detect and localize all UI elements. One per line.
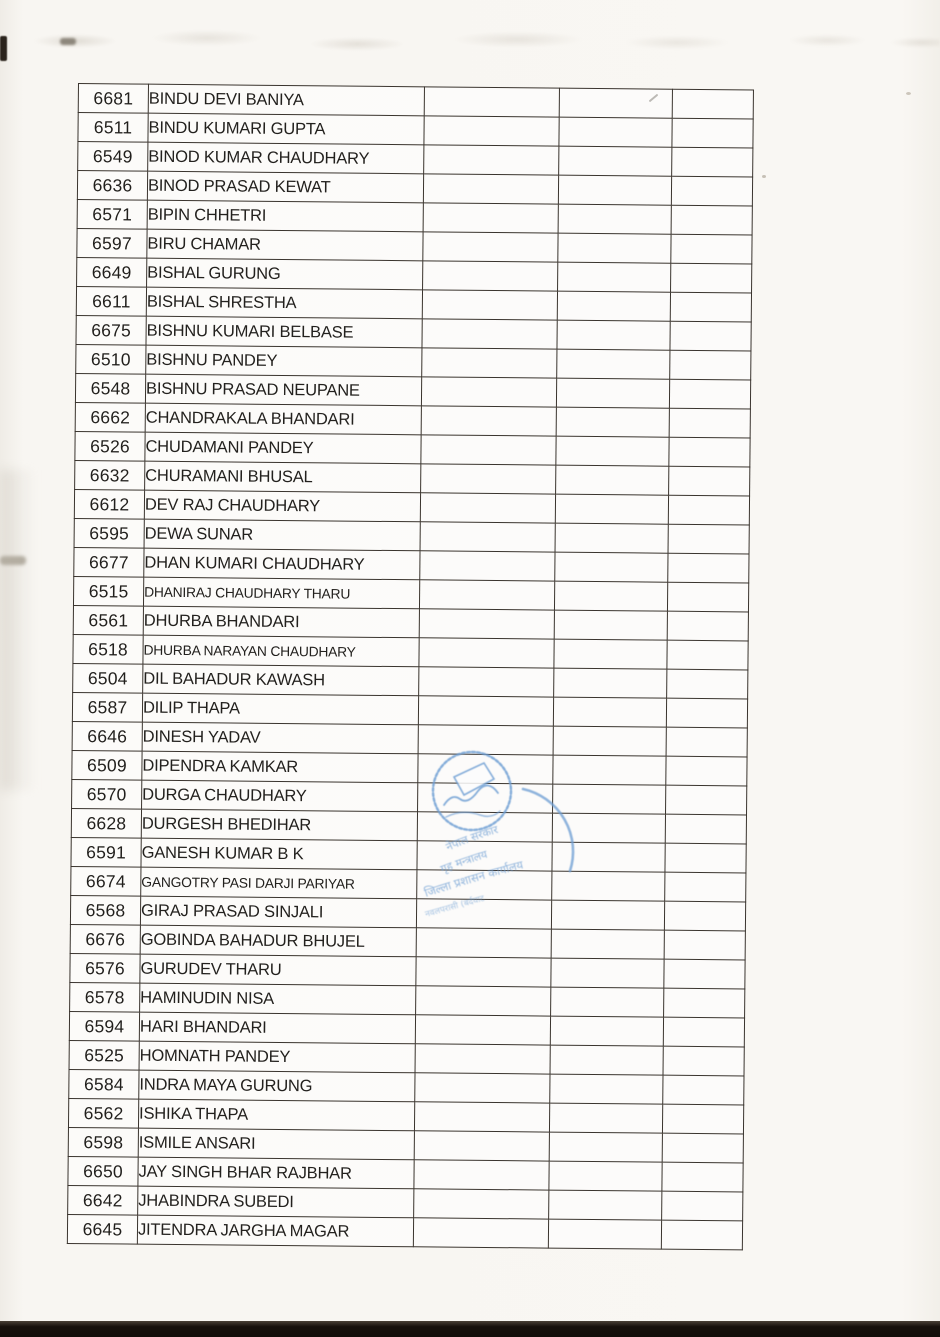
serial-number-cell: 6525 [69,1040,139,1070]
empty-cell [662,1162,743,1192]
empty-cell [422,290,557,320]
name-cell: BISHNU KUMARI BELBASE [146,316,422,348]
name-cell: BISHNU PRASAD NEUPANE [145,374,421,406]
name-cell: DIPENDRA KAMKAR [142,751,418,783]
name-cell: ISMILE ANSARI [138,1128,414,1160]
serial-number-cell: 6675 [76,315,146,345]
serial-number-cell: 6578 [70,982,140,1012]
empty-cell [556,465,669,495]
name-cell: BISHNU PANDEY [146,345,422,377]
serial-number-cell: 6612 [74,489,144,519]
empty-cell [664,988,745,1018]
name-cell: ISHIKA THAPA [138,1099,414,1131]
empty-cell [422,319,557,349]
scan-noise-band [0,26,940,56]
serial-number-cell: 6676 [70,924,140,954]
empty-cell [549,1161,662,1191]
empty-cell [549,1132,662,1162]
empty-cell [556,407,669,437]
serial-number-cell: 6548 [75,373,145,403]
serial-number-cell: 6526 [75,431,145,461]
empty-cell [550,1074,663,1104]
name-cell: BIPIN CHHETRI [147,200,423,232]
empty-cell [671,205,752,235]
empty-cell [550,1016,663,1046]
empty-cell [668,553,749,583]
empty-cell [421,406,556,436]
empty-cell [550,1045,663,1075]
scan-edge-smudge [0,36,7,61]
empty-cell [558,204,671,234]
empty-cell [671,263,752,293]
empty-cell [666,698,747,728]
empty-cell [663,1017,744,1047]
roster-table [67,83,754,1250]
serial-number-cell: 6662 [75,402,145,432]
serial-number-cell: 6595 [74,518,144,548]
empty-cell [423,174,558,204]
serial-number-cell: 6646 [72,721,142,751]
serial-number-cell: 6511 [78,113,148,143]
empty-cell [555,494,668,524]
empty-cell [670,321,751,351]
empty-cell [665,872,746,902]
empty-cell [554,581,667,611]
empty-cell [669,466,750,496]
name-cell: DEWA SUNAR [144,519,420,551]
empty-cell [667,640,748,670]
empty-cell [672,118,753,148]
name-cell: CHURAMANI BHUSAL [145,461,421,493]
empty-cell [419,580,554,610]
scan-speck [906,92,911,95]
empty-cell [424,145,559,175]
empty-cell [416,957,551,987]
roster-table-wrap [67,83,754,1250]
empty-cell [416,986,551,1016]
empty-cell [422,348,557,378]
name-cell: HAMINUDIN NISA [140,983,416,1015]
serial-number-cell: 6510 [76,344,146,374]
serial-number-cell: 6681 [78,84,148,114]
empty-cell [667,611,748,641]
empty-cell [414,1189,549,1219]
empty-cell [419,609,554,639]
empty-cell [671,234,752,264]
empty-cell [661,1220,742,1250]
empty-cell [672,147,753,177]
serial-number-cell: 6576 [70,953,140,983]
serial-number-cell: 6636 [77,171,147,201]
name-cell: GANGOTRY PASI DARJI PARIYAR [141,867,417,899]
name-cell: HOMNATH PANDEY [139,1041,415,1073]
name-cell: INDRA MAYA GURUNG [139,1070,415,1102]
serial-number-cell: 6674 [71,866,141,896]
empty-cell [555,552,668,582]
name-cell: DIL BAHADUR KAWASH [143,664,419,696]
empty-cell [664,901,745,931]
stamp-text-nepal-sarkar: नेपाल सरकार [444,823,500,854]
serial-number-cell: 6650 [68,1156,138,1186]
empty-cell [548,1219,661,1249]
name-cell: JHABINDRA SUBEDI [138,1186,414,1218]
name-cell: BISHAL SHRESTHA [146,287,422,319]
name-cell: CHUDAMANI PANDEY [145,432,421,464]
empty-cell [420,493,555,523]
scan-edge-band [0,1321,940,1337]
name-cell: GURUDEV THARU [140,954,416,986]
empty-cell [424,116,559,146]
serial-number-cell: 6570 [72,779,142,809]
empty-cell [663,1075,744,1105]
empty-cell [667,669,748,699]
empty-cell [672,89,753,119]
empty-cell [554,668,667,698]
serial-number-cell: 6571 [77,199,147,229]
serial-number-cell: 6561 [73,605,143,635]
empty-cell [664,930,745,960]
serial-number-cell: 6611 [76,286,146,316]
empty-cell [555,523,668,553]
serial-number-cell: 6598 [68,1127,138,1157]
empty-cell [413,1218,548,1248]
name-cell: DHURBA BHANDARI [143,606,419,638]
stamp-border-arc [523,789,573,871]
official-stamp [402,733,602,928]
empty-cell [421,435,556,465]
empty-cell [415,1073,550,1103]
name-cell: BINDU DEVI BANIYA [148,84,424,116]
empty-cell [668,495,749,525]
empty-cell [423,261,558,291]
empty-cell [420,551,555,581]
empty-cell [557,320,670,350]
empty-cell [419,667,554,697]
stamp-emblem-hills [446,811,500,817]
name-cell: DHAN KUMARI CHAUDHARY [144,548,420,580]
stamp-text-home-ministry: गृह मन्त्रालय [438,847,489,876]
empty-cell [549,1190,662,1220]
name-cell: DEV RAJ CHAUDHARY [144,490,420,522]
name-cell: DINESH YADAV [142,722,418,754]
serial-number-cell: 6645 [67,1214,137,1244]
empty-cell [558,175,671,205]
name-cell: BINOD KUMAR CHAUDHARY [148,142,424,174]
stamp-text-district-admin-office: जिल्ला प्रशासन कार्यालय [422,857,525,900]
serial-number-cell: 6584 [69,1069,139,1099]
serial-number-cell: 6568 [70,895,140,925]
stamp-emblem-book [454,763,494,795]
serial-number-cell: 6518 [73,634,143,664]
empty-cell [666,727,747,757]
serial-number-cell: 6504 [73,663,143,693]
empty-cell [662,1104,743,1134]
empty-cell [554,610,667,640]
empty-cell [667,582,748,612]
scan-shadow [0,470,36,790]
stamp-text-district-name: नवलपरासी (बर्दघाट [424,893,486,920]
empty-cell [559,117,672,147]
name-cell: DURGESH BHEDIHAR [141,809,417,841]
empty-cell [662,1133,743,1163]
empty-cell [419,638,554,668]
name-cell: GOBINDA BAHADUR BHUJEL [140,925,416,957]
empty-cell [549,1103,662,1133]
scan-speck [762,175,766,178]
serial-number-cell: 6642 [68,1185,138,1215]
serial-number-cell: 6591 [71,837,141,867]
empty-cell [669,408,750,438]
name-cell: JAY SINGH BHAR RAJBHAR [138,1157,414,1189]
empty-cell [423,203,558,233]
serial-number-cell: 6677 [74,547,144,577]
serial-number-cell: 6632 [75,460,145,490]
empty-cell [666,756,747,786]
empty-cell [557,349,670,379]
empty-cell [556,436,669,466]
serial-number-cell: 6628 [71,808,141,838]
empty-cell [551,958,664,988]
serial-number-cell: 6509 [72,750,142,780]
serial-number-cell: 6515 [73,576,143,606]
empty-cell [558,262,671,292]
empty-cell [558,233,671,263]
name-cell: GANESH KUMAR B K [141,838,417,870]
serial-number-cell: 6549 [78,142,148,172]
empty-cell [663,1046,744,1076]
empty-cell [559,146,672,176]
table-row [67,1214,742,1249]
empty-cell [664,959,745,989]
empty-cell [421,464,556,494]
empty-cell [420,522,555,552]
serial-number-cell: 6562 [68,1098,138,1128]
empty-cell [414,1131,549,1161]
name-cell: DURGA CHAUDHARY [142,780,418,812]
empty-cell [551,987,664,1017]
empty-cell [662,1191,743,1221]
empty-cell [671,176,752,206]
empty-cell [421,377,556,407]
empty-cell [414,1102,549,1132]
serial-number-cell: 6649 [77,257,147,287]
empty-cell [670,292,751,322]
empty-cell [418,696,553,726]
name-cell: DHURBA NARAYAN CHAUDHARY [143,635,419,667]
empty-cell [665,843,746,873]
name-cell: BIRU CHAMAR [147,229,423,261]
name-cell: CHANDRAKALA BHANDARI [145,403,421,435]
empty-cell [416,928,551,958]
name-cell: DHANIRAJ CHAUDHARY THARU [143,577,419,609]
empty-cell [551,929,664,959]
empty-cell [669,379,750,409]
empty-cell [669,437,750,467]
scan-smudge [60,38,76,45]
empty-cell [668,524,749,554]
name-cell: BINOD PRASAD KEWAT [147,171,423,203]
svg-text:नेपाल सरकार [444,823,500,854]
serial-number-cell: 6587 [72,692,142,722]
name-cell: GIRAJ PRASAD SINJALI [140,896,416,928]
empty-cell [557,291,670,321]
empty-cell [670,350,751,380]
empty-cell [415,1044,550,1074]
empty-cell [554,639,667,669]
serial-number-cell: 6597 [77,228,147,258]
empty-cell [424,87,559,117]
empty-cell [414,1160,549,1190]
name-cell: DILIP THAPA [142,693,418,725]
empty-cell [553,697,666,727]
name-cell: JITENDRA JARGHA MAGAR [137,1215,413,1247]
empty-cell [559,88,672,118]
empty-cell [665,814,746,844]
serial-number-cell: 6594 [69,1011,139,1041]
empty-cell [556,378,669,408]
empty-cell [423,232,558,262]
empty-cell [415,1015,550,1045]
name-cell: BISHAL GURUNG [147,258,423,290]
name-cell: BINDU KUMARI GUPTA [148,113,424,145]
name-cell: HARI BHANDARI [139,1012,415,1044]
empty-cell [666,785,747,815]
